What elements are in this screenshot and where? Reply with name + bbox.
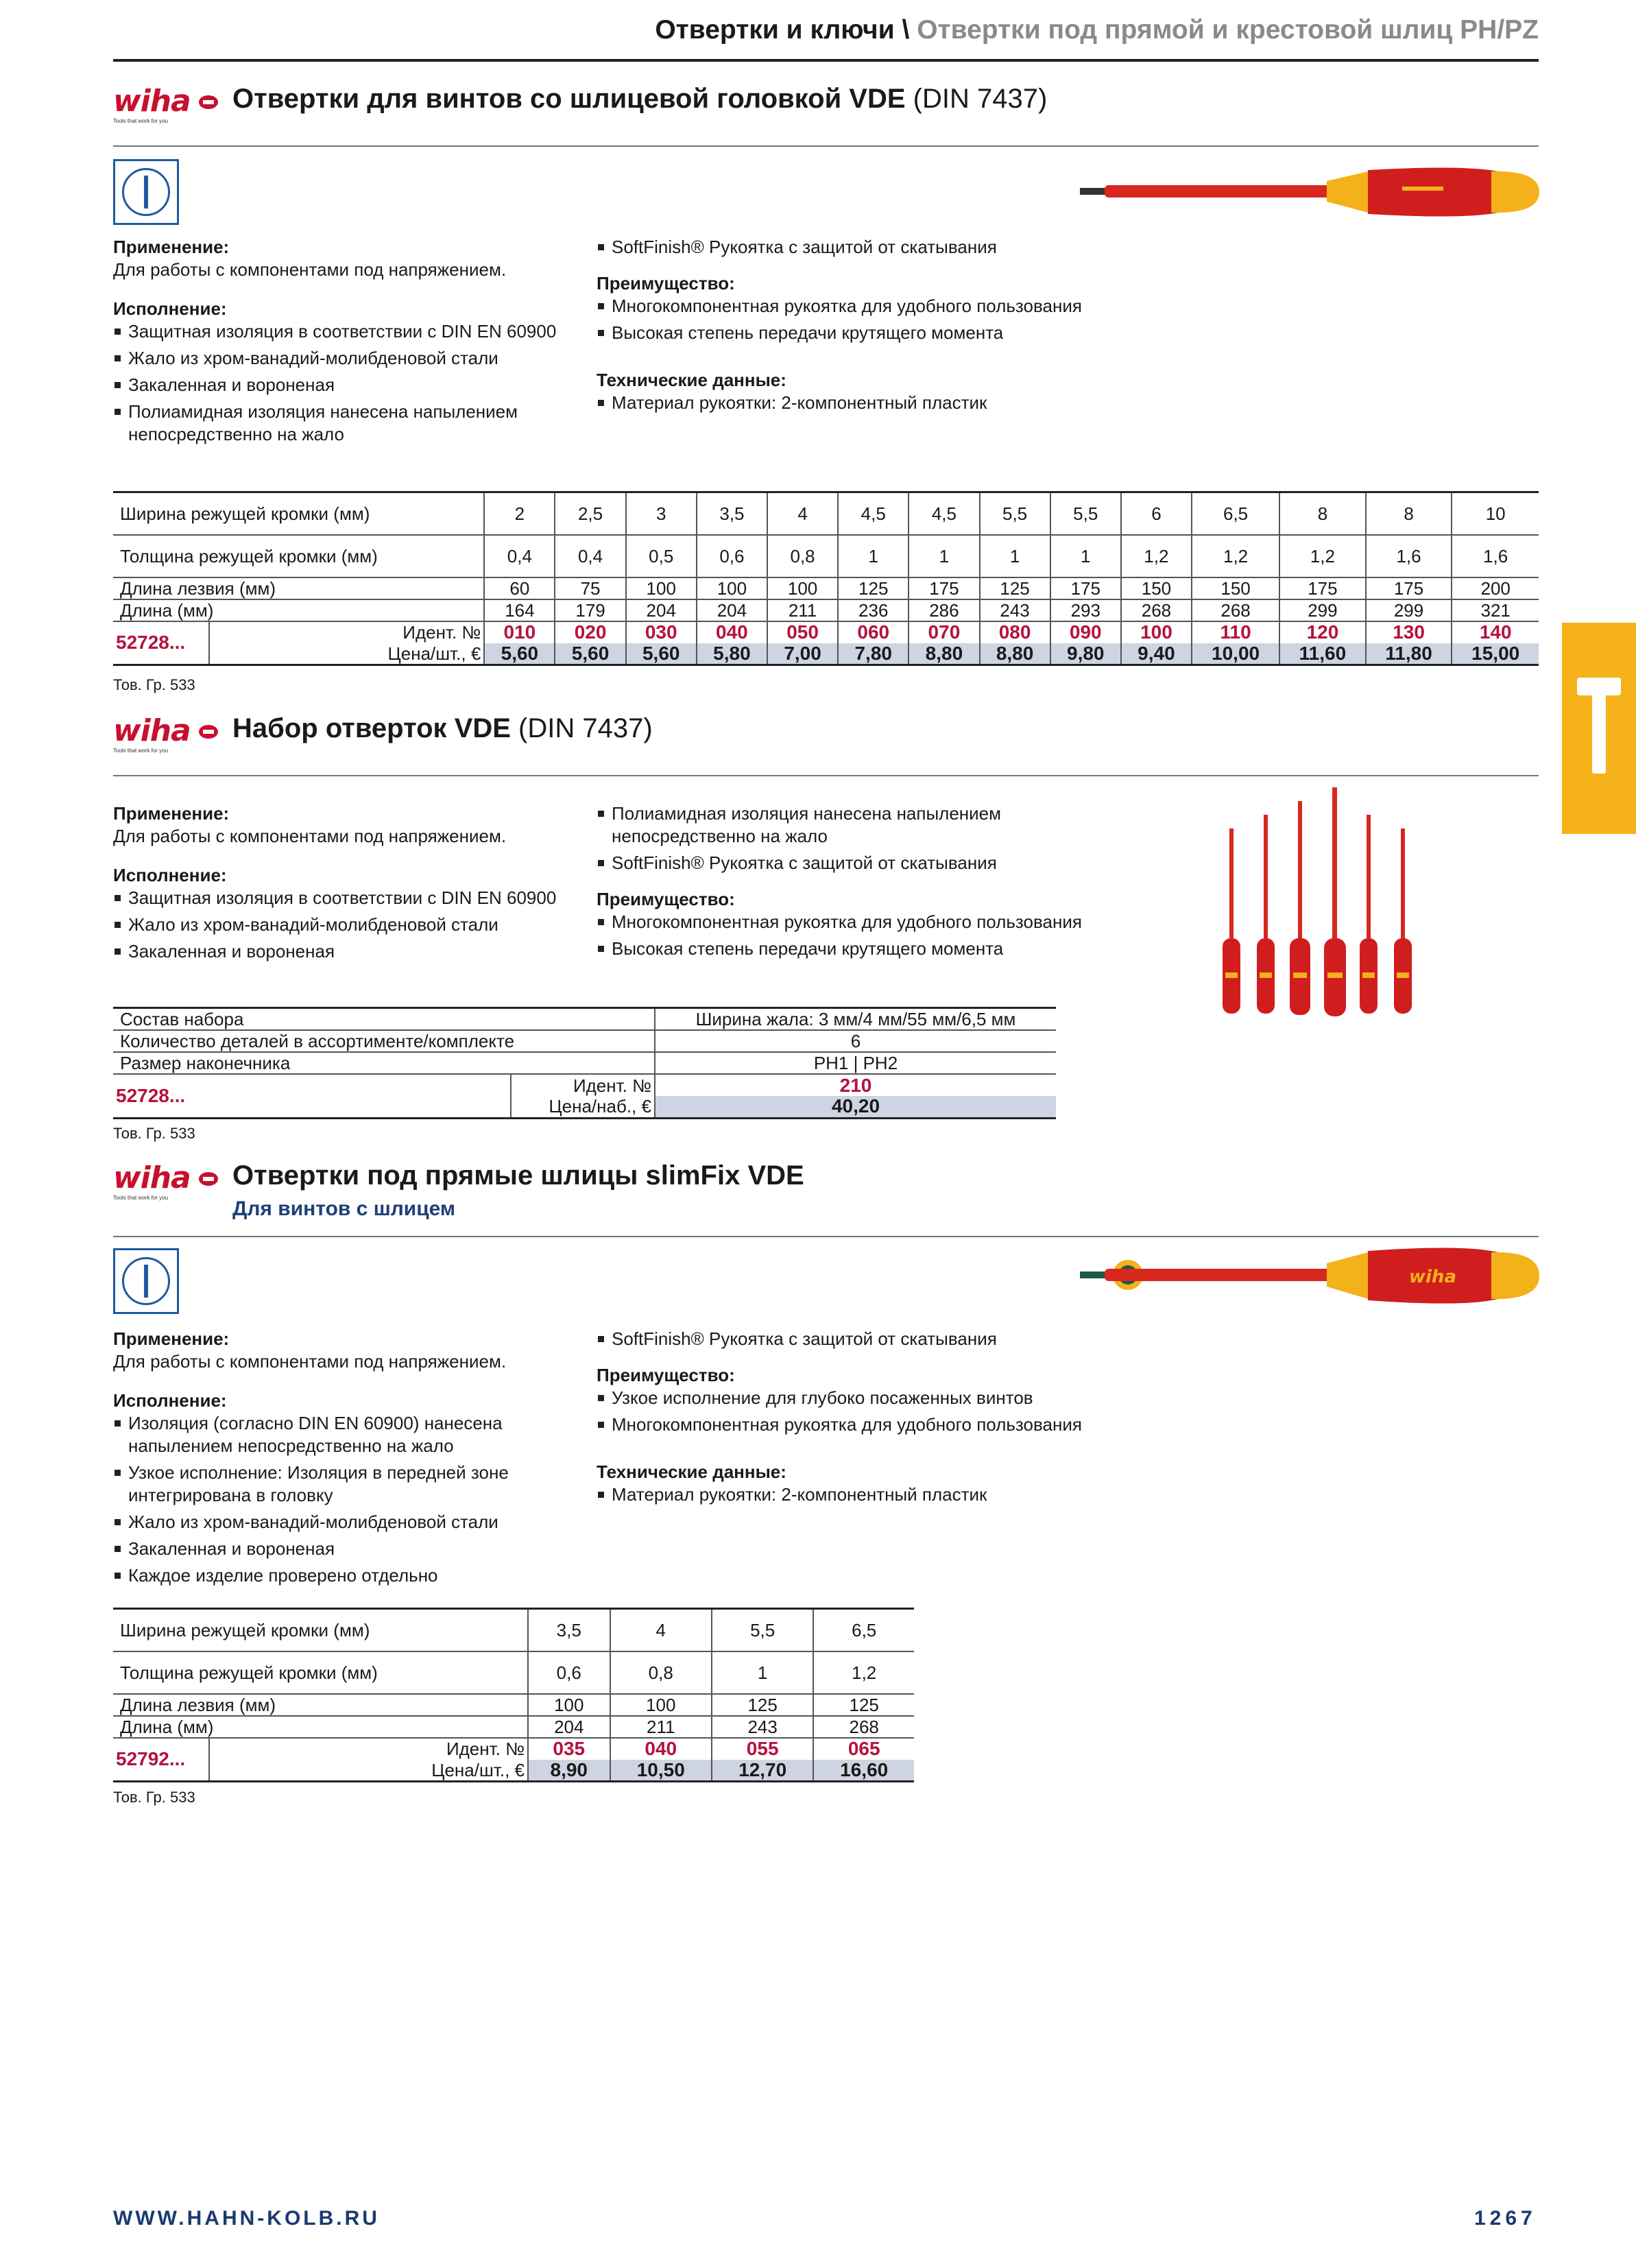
footer-url[interactable]: WWW.HAHN-KOLB.RU <box>113 2207 380 2230</box>
ident-label: Идент. № <box>209 621 484 643</box>
side-tab[interactable] <box>1562 623 1636 834</box>
table-cell: 4,5 <box>838 492 909 535</box>
table-cell: 211 <box>610 1716 712 1738</box>
table-cell: 125 <box>813 1694 914 1716</box>
table-cell: 5,5 <box>980 492 1050 535</box>
price-value: 5,60 <box>484 643 555 665</box>
table-row <box>113 535 1539 577</box>
list-item: Высокая степень передачи крутящего момента <box>597 322 1090 344</box>
price-value: 11,80 <box>1366 643 1452 665</box>
row-label: Ширина режущей кромки (мм) <box>113 492 484 535</box>
price-value: 8,80 <box>909 643 979 665</box>
table-cell: 1 <box>1050 535 1121 577</box>
ident-value: 020 <box>555 621 625 643</box>
spec-table <box>113 491 1539 666</box>
section-rule <box>113 1236 1539 1237</box>
application-label: Применение: <box>113 237 230 257</box>
list-item: Защитная изоляция в соответствии с DIN EN 60900 <box>113 320 593 343</box>
table-row <box>113 1694 914 1716</box>
list-item: Высокая степень передачи крутящего момента <box>597 938 1090 960</box>
table-cell: 1,2 <box>1279 535 1366 577</box>
ident-value: 035 <box>528 1738 610 1760</box>
logo-word: wiha <box>113 1160 191 1195</box>
advantage-label: Преимущество: <box>597 1365 735 1385</box>
screwdriver-set-image <box>1210 787 1436 1020</box>
table-cell: 4 <box>610 1609 712 1651</box>
execution-label: Исполнение: <box>113 298 227 319</box>
table-cell: 125 <box>980 577 1050 599</box>
table-cell: 10 <box>1452 492 1539 535</box>
price-value: 5,60 <box>626 643 697 665</box>
advantage-label: Преимущество: <box>597 889 735 909</box>
table-cell: 204 <box>626 599 697 621</box>
wiha-logo <box>113 713 223 759</box>
table-cell: 0,8 <box>767 535 838 577</box>
header-sub: Отвертки под прямой и крестовой шлиц PH/PZ <box>917 15 1539 45</box>
section-title: Отвертки под прямые шлицы slimFix VDE <box>232 1160 804 1191</box>
row-label: Толщина режущей кромки (мм) <box>113 1651 528 1694</box>
column-left <box>113 1328 593 1591</box>
table-cell: 4 <box>767 492 838 535</box>
tech-label: Технические данные: <box>597 370 786 390</box>
table-cell: 299 <box>1366 599 1452 621</box>
ident-value: 070 <box>909 621 979 643</box>
ident-value: 050 <box>767 621 838 643</box>
price-value: 5,80 <box>697 643 767 665</box>
price-value: 7,00 <box>767 643 838 665</box>
list-item: Узкое исполнение: Изоляция в передней зоне интегрирована в головку <box>113 1461 593 1507</box>
table-row <box>113 1609 914 1651</box>
list-item: Полиамидная изоляция нанесена напылением непосредственно на жало <box>597 802 1090 848</box>
table-cell: 6,5 <box>1192 492 1279 535</box>
table-cell: 268 <box>813 1716 914 1738</box>
table-cell: 321 <box>1452 599 1539 621</box>
table-cell: 175 <box>909 577 979 599</box>
list-item: Изоляция (согласно DIN EN 60900) нанесена напылением непосредственно на жало <box>113 1412 593 1457</box>
article-number: 52728... <box>113 621 209 665</box>
table-row <box>113 1760 914 1782</box>
table-cell: 100 <box>528 1694 610 1716</box>
column-right <box>597 802 1090 964</box>
list-item: Жало из хром-ванадий-молибденовой стали <box>113 347 593 370</box>
table-cell: 100 <box>626 577 697 599</box>
table-row <box>113 643 1539 665</box>
table-cell: 0,6 <box>697 535 767 577</box>
table-row <box>113 492 1539 535</box>
ident-value: 090 <box>1050 621 1121 643</box>
execution-list <box>113 320 593 446</box>
table-cell: 6 <box>1121 492 1192 535</box>
table-row <box>113 599 1539 621</box>
table-cell: 1,2 <box>1192 535 1279 577</box>
table-row: Состав набора Ширина жала: 3 мм/4 мм/55 мм/6,5 мм <box>113 1008 1056 1031</box>
table-cell: 299 <box>1279 599 1366 621</box>
header-separator: \ <box>894 15 917 45</box>
table-cell: 1 <box>909 535 979 577</box>
execution-list <box>113 887 593 963</box>
table-cell: 1,6 <box>1366 535 1452 577</box>
table-row <box>113 621 1539 643</box>
ident-label: Идент. № <box>209 1738 528 1760</box>
ident-value: 080 <box>980 621 1050 643</box>
column-right <box>597 236 1090 418</box>
ident-value: 100 <box>1121 621 1192 643</box>
advantage-list <box>597 295 1090 344</box>
price-value: 9,40 <box>1121 643 1192 665</box>
table-cell: 175 <box>1279 577 1366 599</box>
table-cell: 125 <box>838 577 909 599</box>
product-group: Тов. Гр. 533 <box>113 676 195 693</box>
table-cell: 236 <box>838 599 909 621</box>
execution-label: Исполнение: <box>113 1390 227 1411</box>
table-row: Размер наконечника PH1 | PH2 <box>113 1052 1056 1074</box>
list-item: Полиамидная изоляция нанесена напылением непосредственно на жало <box>113 401 593 446</box>
table-cell: 211 <box>767 599 838 621</box>
table-cell: 0,4 <box>484 535 555 577</box>
table-row <box>113 1651 914 1694</box>
table-cell: 125 <box>712 1694 813 1716</box>
section-header <box>113 711 1539 769</box>
spec-table <box>113 1608 914 1782</box>
price-value: 9,80 <box>1050 643 1121 665</box>
table-cell: 150 <box>1192 577 1279 599</box>
table-cell: 1,6 <box>1452 535 1539 577</box>
application-text: Для работы с компонентами под напряжением. <box>113 259 507 280</box>
screwdriver-image <box>1080 1241 1539 1310</box>
table-cell: 243 <box>712 1716 813 1738</box>
table-cell: 100 <box>610 1694 712 1716</box>
execution-label: Исполнение: <box>113 865 227 885</box>
table-cell: 100 <box>697 577 767 599</box>
table-row <box>113 1074 1056 1096</box>
application-text: Для работы с компонентами под напряжением. <box>113 826 507 846</box>
ident-value: 130 <box>1366 621 1452 643</box>
application-label: Применение: <box>113 803 230 824</box>
column-left <box>113 236 593 450</box>
table-cell: 200 <box>1452 577 1539 599</box>
table-cell: 0,8 <box>610 1651 712 1694</box>
table-cell: 243 <box>980 599 1050 621</box>
price-value: 15,00 <box>1452 643 1539 665</box>
table-cell: 204 <box>697 599 767 621</box>
section-slimfix <box>113 1158 1539 1780</box>
application-label: Применение: <box>113 1328 230 1349</box>
product-group: Тов. Гр. 533 <box>113 1125 195 1142</box>
list-item: Закаленная и вороненая <box>113 940 593 963</box>
table-cell: 2,5 <box>555 492 625 535</box>
price-value: 11,60 <box>1279 643 1366 665</box>
list-item: SoftFinish® Рукоятка с защитой от скатывания <box>597 852 1090 874</box>
ident-value: 065 <box>813 1738 914 1760</box>
row-label: Толщина режущей кромки (мм) <box>113 535 484 577</box>
table-row <box>113 1716 914 1738</box>
table-cell: 175 <box>1366 577 1452 599</box>
advantage-label: Преимущество: <box>597 273 735 294</box>
table-cell: 293 <box>1050 599 1121 621</box>
list-item: Материал рукоятки: 2-компонентный пластик <box>597 1483 1090 1506</box>
ident-value: 040 <box>697 621 767 643</box>
table-cell: 204 <box>528 1716 610 1738</box>
list-item: Многокомпонентная рукоятка для удобного пользования <box>597 1413 1090 1436</box>
ident-value: 120 <box>1279 621 1366 643</box>
list-item: Многокомпонентная рукоятка для удобного пользования <box>597 911 1090 933</box>
price-label: Цена/шт., € <box>209 643 484 665</box>
logo-word: wiha <box>113 84 191 119</box>
price-value: 12,70 <box>712 1760 813 1782</box>
row-label: Длина лезвия (мм) <box>113 577 484 599</box>
list-item: Защитная изоляция в соответствии с DIN EN 60900 <box>113 887 593 909</box>
ident-value: 210 <box>655 1074 1056 1096</box>
table-cell: 8 <box>1366 492 1452 535</box>
table-cell: 6,5 <box>813 1609 914 1651</box>
page-header <box>655 15 1539 45</box>
row-label: Длина лезвия (мм) <box>113 1694 528 1716</box>
section-title: Набор отверток VDE (DIN 7437) <box>232 713 653 743</box>
application-text: Для работы с компонентами под напряжением. <box>113 1351 507 1372</box>
table-cell: 8 <box>1279 492 1366 535</box>
table-cell: 75 <box>555 577 625 599</box>
list-item: Закаленная и вороненая <box>113 1538 593 1560</box>
row-label: Длина (мм) <box>113 599 484 621</box>
price-value: 8,80 <box>980 643 1050 665</box>
header-rule <box>113 59 1539 62</box>
table-cell: 1 <box>712 1651 813 1694</box>
ident-value: 140 <box>1452 621 1539 643</box>
article-number: 52728... <box>113 1074 511 1118</box>
section-header <box>113 81 1539 140</box>
price-value: 10,00 <box>1192 643 1279 665</box>
table-cell: 1,2 <box>1121 535 1192 577</box>
slotted-symbol-icon <box>113 159 179 225</box>
logo-tagline: Tools that work for you <box>113 1195 169 1201</box>
price-value: 40,20 <box>655 1096 1056 1118</box>
row-label: Длина (мм) <box>113 1716 528 1738</box>
table-cell: 268 <box>1121 599 1192 621</box>
table-cell: 5,5 <box>1050 492 1121 535</box>
table-row: Количество деталей в ассортименте/комплекте 6 <box>113 1030 1056 1052</box>
execution-list <box>113 1412 593 1587</box>
logo-mark-icon <box>198 724 219 739</box>
table-cell: 60 <box>484 577 555 599</box>
logo-mark-icon <box>198 1171 219 1186</box>
price-value: 10,50 <box>610 1760 712 1782</box>
table-cell: 5,5 <box>712 1609 813 1651</box>
product-group: Тов. Гр. 533 <box>113 1789 195 1806</box>
list-item: Многокомпонентная рукоятка для удобного пользования <box>597 295 1090 318</box>
table-cell: 3,5 <box>528 1609 610 1651</box>
ident-label: Идент. № <box>511 1074 655 1096</box>
hammer-icon <box>1577 678 1621 774</box>
section-header <box>113 1158 1539 1220</box>
column-right <box>597 1328 1090 1510</box>
svg-text:wiha: wiha <box>1409 1267 1456 1287</box>
price-value: 5,60 <box>555 643 625 665</box>
page-number: 1267 <box>1474 2207 1537 2230</box>
table-cell: 3,5 <box>697 492 767 535</box>
slotted-symbol-icon <box>113 1248 179 1314</box>
list-item: Закаленная и вороненая <box>113 374 593 396</box>
table-cell: 100 <box>767 577 838 599</box>
section-vde-slotted <box>113 81 1539 664</box>
price-label: Цена/шт., € <box>209 1760 528 1782</box>
ident-value: 060 <box>838 621 909 643</box>
table-cell: 4,5 <box>909 492 979 535</box>
section-subtitle: Для винтов с шлицем <box>232 1197 456 1220</box>
table-cell: 0,4 <box>555 535 625 577</box>
table-cell: 2 <box>484 492 555 535</box>
article-number: 52792... <box>113 1738 209 1782</box>
logo-mark-icon <box>198 95 219 110</box>
ident-value: 040 <box>610 1738 712 1760</box>
table-cell: 1,2 <box>813 1651 914 1694</box>
table-cell: 1 <box>838 535 909 577</box>
table-cell: 179 <box>555 599 625 621</box>
advantage-list <box>597 1387 1090 1436</box>
price-value: 16,60 <box>813 1760 914 1782</box>
list-item: Каждое изделие проверено отдельно <box>113 1564 593 1587</box>
advantage-list <box>597 911 1090 960</box>
table-cell: 1 <box>980 535 1050 577</box>
list-item: SoftFinish® Рукоятка с защитой от скатывания <box>597 236 1090 259</box>
price-value: 8,90 <box>528 1760 610 1782</box>
screwdriver-image <box>1080 162 1539 224</box>
logo-word: wiha <box>113 713 191 748</box>
row-label: Ширина режущей кромки (мм) <box>113 1609 528 1651</box>
table-cell: 286 <box>909 599 979 621</box>
table-cell: 175 <box>1050 577 1121 599</box>
price-label: Цена/наб., € <box>511 1096 655 1118</box>
table-cell: 0,5 <box>626 535 697 577</box>
list-item: Материал рукоятки: 2-компонентный пластик <box>597 392 1090 414</box>
set-table <box>113 1007 1056 1119</box>
section-title: Отвертки для винтов со шлицевой головкой VDE (DIN 7437) <box>232 84 1048 114</box>
logo-tagline: Tools that work for you <box>113 118 169 124</box>
list-item: Жало из хром-ванадий-молибденовой стали <box>113 1511 593 1533</box>
table-row <box>113 577 1539 599</box>
ident-value: 030 <box>626 621 697 643</box>
section-rule <box>113 145 1539 147</box>
column-left <box>113 802 593 967</box>
ident-value: 055 <box>712 1738 813 1760</box>
section-rule <box>113 775 1539 776</box>
section-vde-set <box>113 711 1539 1117</box>
table-cell: 0,6 <box>528 1651 610 1694</box>
ident-value: 010 <box>484 621 555 643</box>
list-item: Жало из хром-ванадий-молибденовой стали <box>113 914 593 936</box>
table-cell: 164 <box>484 599 555 621</box>
list-item: Узкое исполнение для глубоко посаженных винтов <box>597 1387 1090 1409</box>
ident-value: 110 <box>1192 621 1279 643</box>
wiha-logo <box>113 1160 223 1206</box>
table-row <box>113 1738 914 1760</box>
wiha-logo <box>113 86 223 129</box>
tech-label: Технические данные: <box>597 1461 786 1482</box>
table-cell: 3 <box>626 492 697 535</box>
list-item: SoftFinish® Рукоятка с защитой от скатывания <box>597 1328 1090 1350</box>
logo-tagline: Tools that work for you <box>113 748 169 754</box>
header-main: Отвертки и ключи <box>655 15 895 45</box>
table-cell: 150 <box>1121 577 1192 599</box>
price-value: 7,80 <box>838 643 909 665</box>
table-cell: 268 <box>1192 599 1279 621</box>
